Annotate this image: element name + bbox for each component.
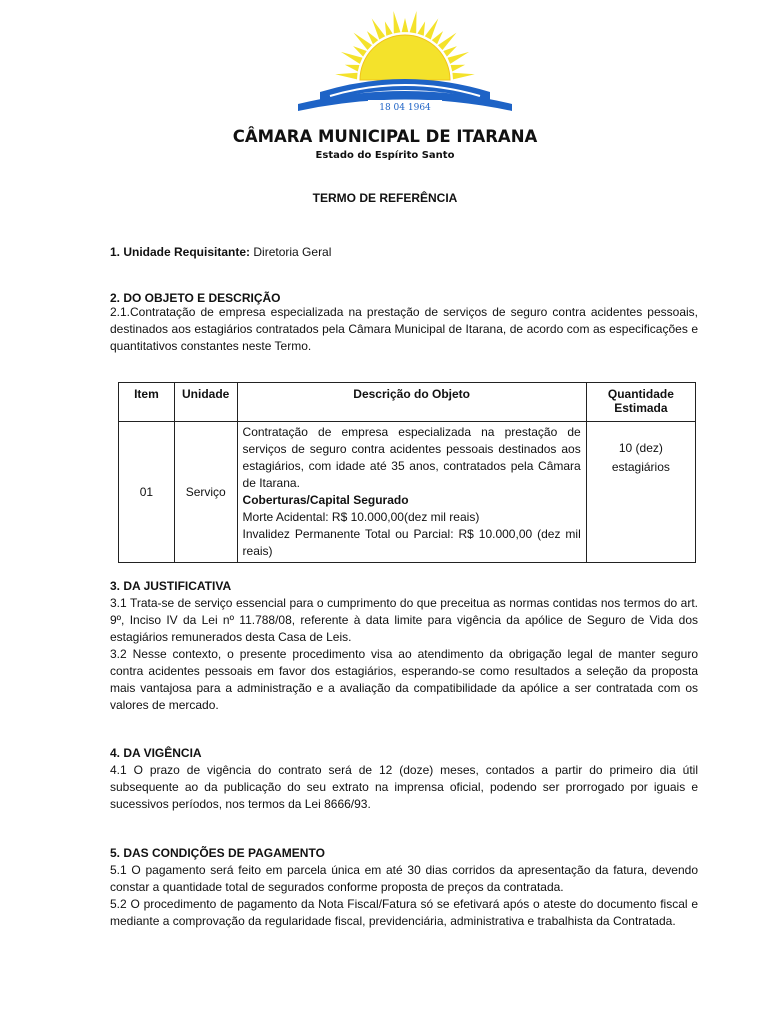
cell-quantidade (586, 422, 695, 563)
section-5-heading: 5. DAS CONDIÇÕES DE PAGAMENTO (110, 846, 325, 860)
sun-ray (451, 65, 466, 72)
section-4-paragraph-1: 4.1 O prazo de vigência do contrato será de 12 (doze) meses, contados a partir do primeiro dia útil subsequente ao da publicação do seu extrato na imprensa oficial, podendo ser prorrogado por iguais e sucessivos períodos, nos termos da Lei 8666/93. (110, 763, 698, 811)
section-2-heading: 2. DO OBJETO E DESCRIÇÃO (110, 291, 281, 305)
sun-ray (448, 52, 470, 64)
col-quantidade-header: Quantidade Estimada (586, 383, 695, 422)
section-3-paragraph-1: 3.1 Trata-se de serviço essencial para o cumprimento do que preceitua as normas contidas nos termos do art. 9º, Inciso IV da Lei nº 11.788/08, referente à data limite para vigência da apólice de Seguro de Vida dos estagiários remunerados desta Casa de Leis. (110, 596, 698, 644)
cell-descricao (237, 422, 586, 563)
logo-date: 18 04 1964 (379, 103, 431, 113)
sun-ray (335, 73, 357, 80)
sun-ray (367, 31, 378, 44)
sun-ray (372, 18, 385, 39)
sun-ray (345, 65, 360, 72)
sun-ray (425, 18, 438, 39)
section-5-paragraph-1: 5.1 O pagamento será feito em parcela única em até 30 dias corridos da apresentação da fatura, devendo constar a quantidade total de segurados conforme proposta de preços da contratada. (110, 863, 698, 894)
col-descricao-header: Descrição do Objeto (237, 383, 586, 422)
section-3-paragraph-2: 3.2 Nesse contexto, o presente procedimento visa ao atendimento da obrigação legal de manter seguro contra acidentes pessoais em favor dos estagiários, esperando-se como resultados a seleção da proposta mais vantajosa para a administração e a avaliação da compatibilidade da apólice a ser contratada com os valores de mercado. (110, 647, 698, 712)
invalidez-permanente: Invalidez Permanente Total ou Parcial: R$ 10.000,00 (dez mil reais) (242, 527, 581, 558)
cell-item: 01 (119, 422, 175, 563)
sun-ray (432, 31, 443, 44)
section-5-paragraph-2: 5.2 O procedimento de pagamento da Nota Fiscal/Fatura só se efetivará após o ateste do documento fiscal e mediante a comprovação da regularidade fiscal, previdenciária, administrativa e trabalhista da Contratada. (110, 897, 698, 928)
sun-ray (410, 11, 417, 33)
sun-emblem-icon (290, 8, 520, 118)
organization-name: CÂMARA MUNICIPAL DE ITARANA (232, 127, 538, 146)
object-table (118, 382, 696, 563)
municipal-logo (290, 8, 520, 118)
section-1-value: Diretoria Geral (253, 245, 332, 259)
quantidade-value: 10 (dez) (618, 441, 663, 455)
coberturas-label: Coberturas/Capital Segurado (242, 493, 409, 507)
section-1 (110, 244, 700, 261)
sun-ray (393, 11, 400, 33)
section-4-heading: 4. DA VIGÊNCIA (110, 746, 202, 760)
sun-ray (353, 46, 367, 57)
col-item-header: Item (119, 383, 175, 422)
organization-state: Estado do Espírito Santo (315, 150, 455, 161)
section-1-label: 1. Unidade Requisitante: (110, 245, 251, 259)
quantidade-unit: estagiários (611, 460, 670, 474)
document-title: TERMO DE REFERÊNCIA (312, 191, 458, 205)
sun-ray (385, 21, 393, 35)
section-2-text: 2.1.Contratação de empresa especializada na prestação de serviços de seguro contra acidentes pessoais, destinados aos estagiários contratados pela Câmara Municipal de Itarana, de acordo com as especificações e quantitativos constantes neste Termo. (110, 305, 698, 353)
table-row (119, 422, 696, 563)
descricao-text: Contratação de empresa especializada na prestação de serviços de seguro contra acidentes pessoais destinados aos estagiários, com idade até 35 anos, contratados pela Câmara de Itarana. (242, 425, 581, 490)
sun-ray (452, 73, 474, 80)
morte-acidental: Morte Acidental: R$ 10.000,00(dez mil reais) (242, 510, 480, 524)
sun-ray (341, 52, 363, 64)
sun-ray (417, 21, 425, 35)
col-unidade-header: Unidade (174, 383, 237, 422)
section-3-heading: 3. DA JUSTIFICATIVA (110, 579, 232, 593)
sun-ray (443, 46, 457, 57)
sun-ray (402, 18, 409, 32)
table-header-row (119, 383, 696, 422)
cell-unidade: Serviço (174, 422, 237, 563)
